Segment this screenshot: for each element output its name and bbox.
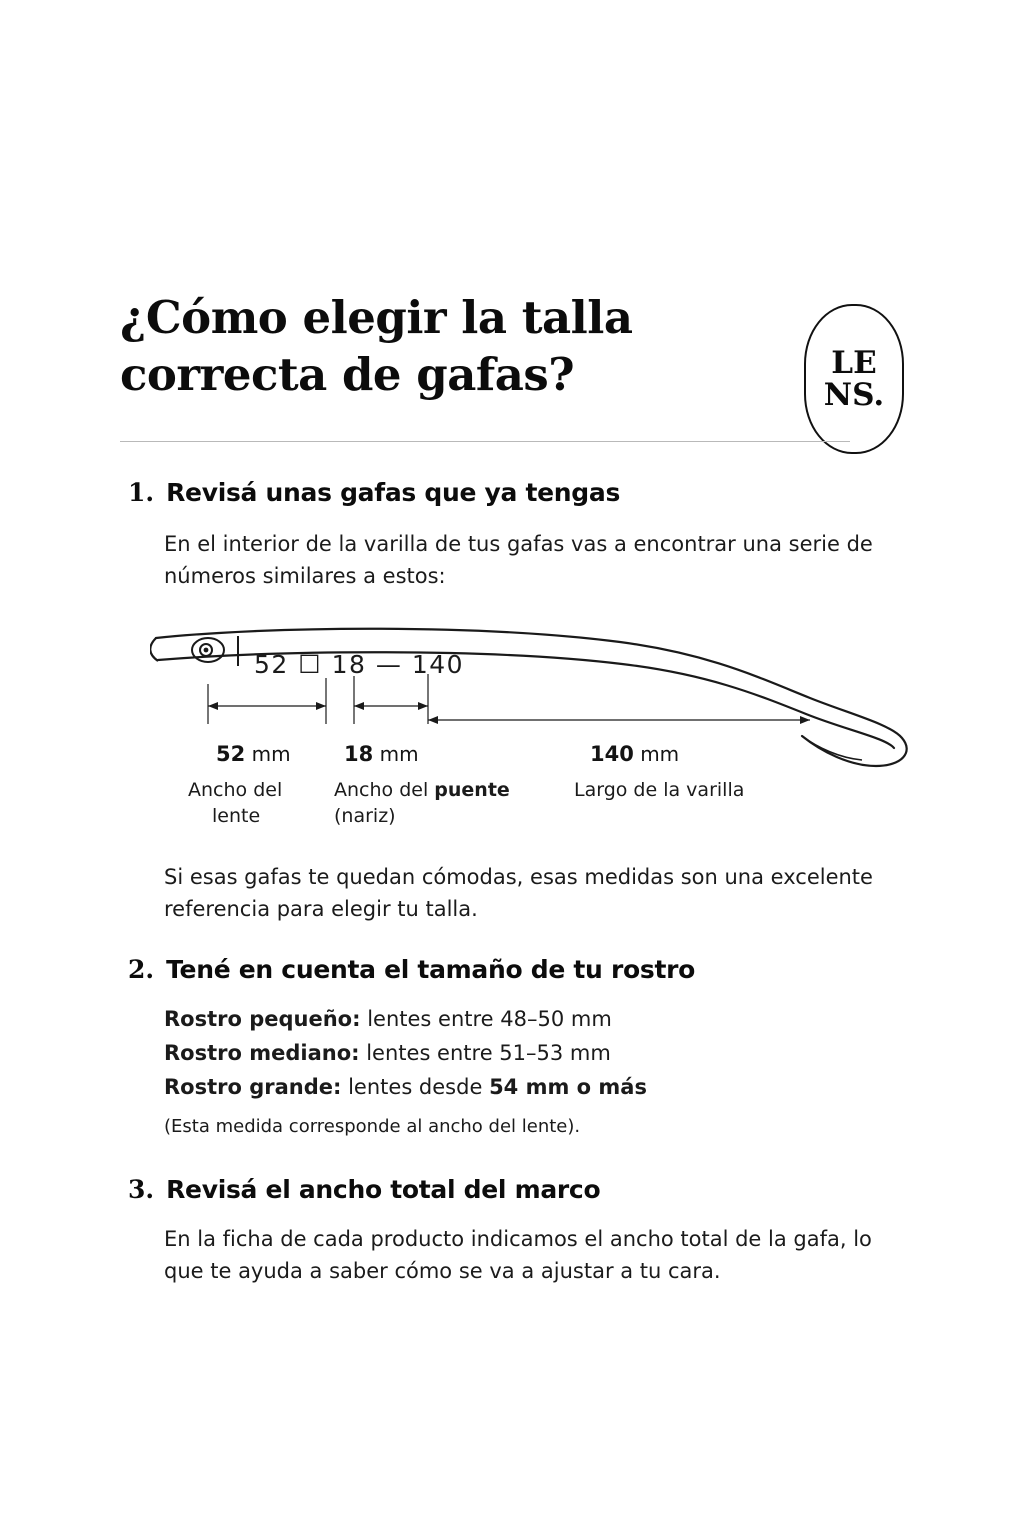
- face-size-note: (Esta medida corresponde al ancho del lente).: [164, 1116, 581, 1138]
- face-size-row-small: [164, 1002, 918, 1036]
- step-3-heading: [128, 1175, 918, 1204]
- logo-line-2: NS.: [823, 377, 885, 413]
- diagram-note: Si esas gafas te quedan cómodas, esas medidas son una excelente referencia para elegir tu talla.: [164, 865, 873, 921]
- face-size-text-medium: lentes entre 51–53 mm: [359, 1041, 611, 1066]
- step-3-number: 3.: [128, 1175, 155, 1204]
- step-1-body: En el interior de la varilla de tus gafas vas a encontrar una serie de números similares a estos:: [164, 532, 873, 588]
- measurement-1-caption: Ancho del lente: [188, 779, 283, 827]
- face-size-label-large: Rostro grande:: [164, 1075, 342, 1100]
- measurement-3-caption: Largo de la varilla: [574, 779, 745, 801]
- measurement-2-value: 18 mm: [344, 742, 419, 766]
- step-2-number: 2.: [128, 955, 155, 984]
- header-divider: [120, 441, 850, 442]
- face-size-label-medium: Rostro mediano:: [164, 1041, 360, 1066]
- measurement-3-value: 140 mm: [590, 742, 680, 766]
- temple-size-code: 52 ☐ 18 — 140: [254, 650, 465, 679]
- face-size-label-small: Rostro pequeño:: [164, 1007, 361, 1031]
- measurement-2-caption: Ancho del puente (nariz): [334, 779, 510, 827]
- face-size-tail-large: 54 mm o más: [489, 1075, 647, 1100]
- step-1-heading: [128, 478, 918, 507]
- step-1-title: Revisá unas gafas que ya tengas: [166, 478, 621, 507]
- step-3-body: En la ficha de cada producto indicamos el ancho total de la gafa, lo que te ayuda a saber cómo se va a ajustar a tu cara.: [164, 1227, 872, 1283]
- step-3: [128, 1175, 918, 1288]
- step-1: [128, 478, 918, 593]
- face-size-list: [164, 1002, 918, 1104]
- temple-diagram: [150, 620, 950, 850]
- page-title: ¿Cómo elegir la talla correcta de gafas?: [120, 291, 633, 401]
- measurement-1-value: 52 mm: [216, 742, 291, 766]
- face-size-text-small: lentes entre 48–50 mm: [360, 1007, 612, 1031]
- header: [120, 290, 904, 413]
- face-size-text-large: lentes desde: [341, 1075, 490, 1100]
- step-2: [128, 955, 918, 1137]
- step-1-number: 1.: [128, 478, 155, 507]
- step-3-title: Revisá el ancho total del marco: [166, 1175, 601, 1204]
- face-size-row-medium: [164, 1036, 918, 1070]
- face-size-row-large: [164, 1070, 918, 1104]
- step-2-heading: [128, 955, 918, 984]
- step-2-title: Tené en cuenta el tamaño de tu rostro: [166, 955, 696, 984]
- logo-line-1: LE: [831, 344, 877, 381]
- brand-logo: [804, 304, 904, 454]
